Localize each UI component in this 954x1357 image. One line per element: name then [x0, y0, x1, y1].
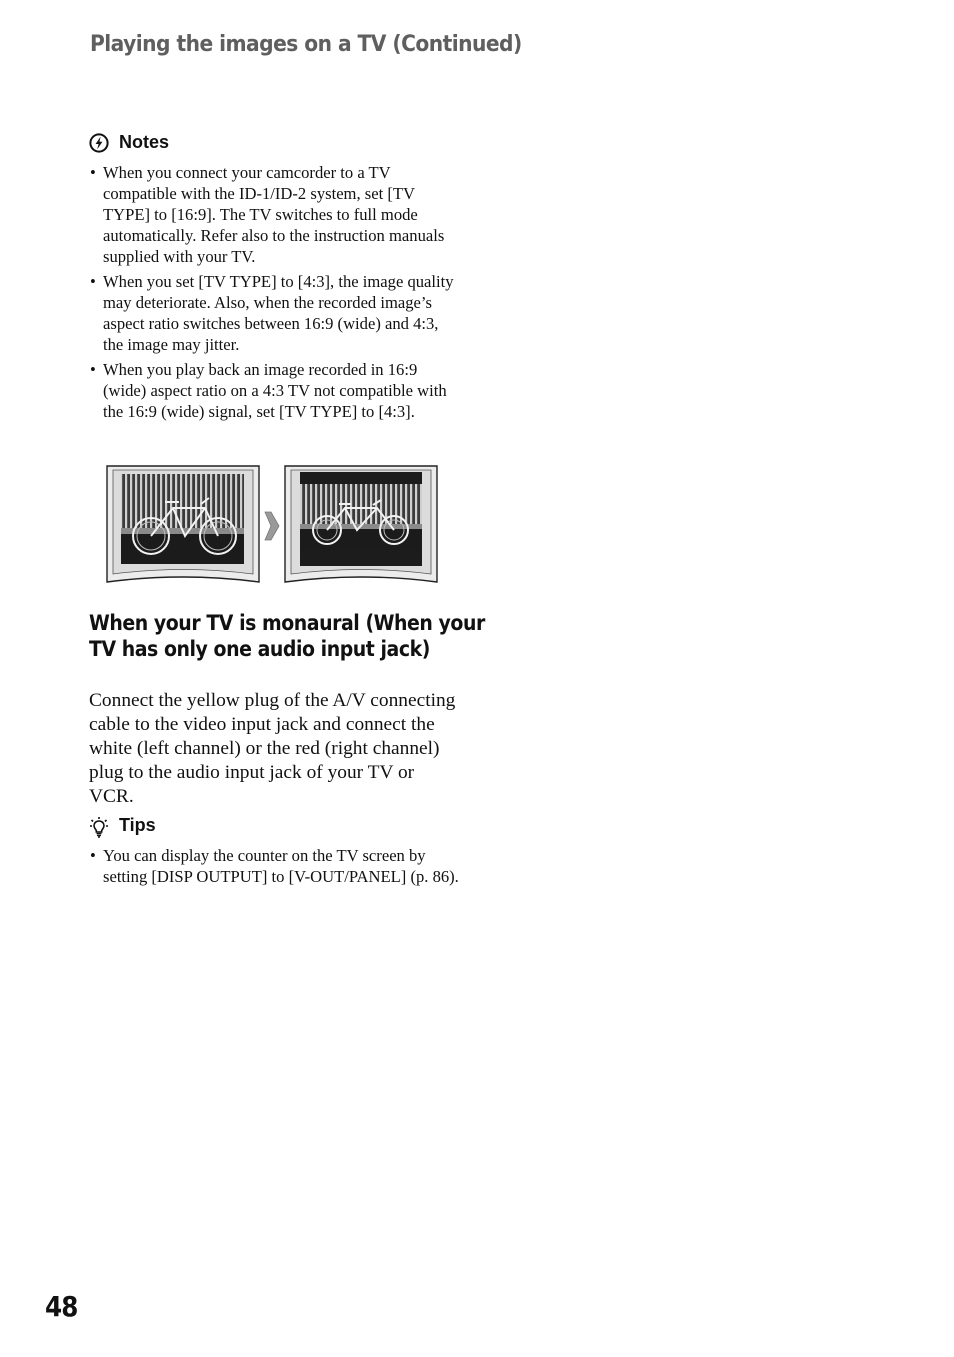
- notes-item: • When you connect your camcorder to a TV compatible with the ID-1/ID-2 system, set [TV TYPE] to [16:9]. The TV switches to full mode automatically. Refer also to the instruction manuals supplied with your TV.: [89, 162, 459, 267]
- notes-heading: [89, 132, 169, 153]
- tv-type-illustration: [105, 464, 441, 587]
- tips-item: • You can display the counter on the TV screen by setting [DISP OUTPUT] to [V-OUT/PANEL] (p. 86).: [89, 845, 459, 887]
- notes-icon: [89, 133, 109, 153]
- tv-letterbox-icon: [285, 466, 437, 582]
- arrow-right-icon: [265, 512, 279, 540]
- notes-item: • When you set [TV TYPE] to [4:3], the image quality may deteriorate. Also, when the recorded image’s aspect ratio switches between 16:9 (wide) and 4:3, the image may jitter.: [89, 271, 459, 355]
- tips-list: [89, 845, 459, 891]
- section-heading-line: When your TV is monaural (When your: [89, 611, 485, 635]
- notes-heading-label: Notes: [119, 132, 170, 152]
- notes-list: [89, 162, 459, 426]
- tips-heading-label: Tips: [119, 815, 156, 835]
- section-heading-line: TV has only one audio input jack): [89, 637, 430, 661]
- notes-item: • When you play back an image recorded in 16:9 (wide) aspect ratio on a 4:3 TV not compatible with the 16:9 (wide) signal, set [TV TYPE] to [4:3].: [89, 359, 459, 422]
- tv-full-screen-icon: [107, 466, 259, 582]
- page-header-title: Playing the images on a TV (Continued): [90, 32, 522, 57]
- lightbulb-icon: [89, 816, 109, 836]
- section-heading: [89, 610, 485, 662]
- page-number: 48: [45, 1290, 78, 1323]
- tips-heading: [89, 815, 156, 836]
- section-body-text: Connect the yellow plug of the A/V connecting cable to the video input jack and connect the white (left channel) or the red (right channel) plug to the audio input jack of your TV or VCR.: [89, 690, 456, 808]
